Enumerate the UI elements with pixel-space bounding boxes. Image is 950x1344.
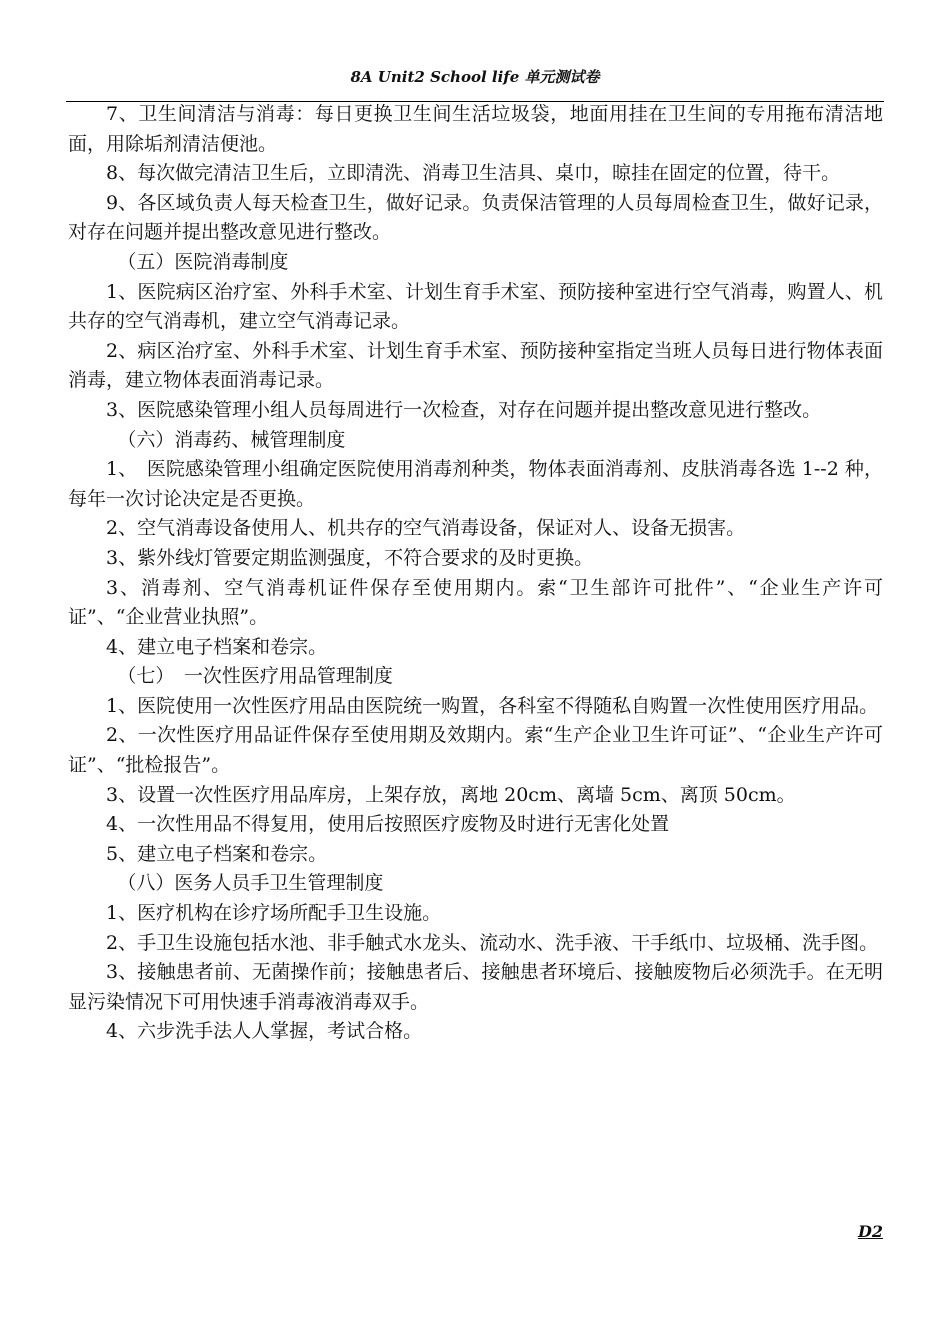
paragraph: 3、医院感染管理小组人员每周进行一次检查，对存在问题并提出整改意见进行整改。 [106,398,822,421]
paragraph: 8、每次做完清洁卫生后，立即清洗、消毒卫生洁具、桌巾，晾挂在固定的位置，待干。 [106,162,841,185]
document-body [68,100,883,1047]
section-heading: （五）医院消毒制度 [117,250,289,273]
paragraph: 1、医疗机构在诊疗场所配手卫生设施。 [106,902,442,925]
page-number: D2 [858,1222,884,1241]
section-heading: （六）消毒药、械管理制度 [117,428,346,451]
paragraph: 3、接触患者前、无菌操作前；接触患者后、接触患者环境后、接触废物后必须洗手。在无明显污染情况下可用快速手消毒液消毒双手。 [68,961,883,1013]
paragraph: 7、卫生间清洁与消毒：每日更换卫生间生活垃圾袋，地面用挂在卫生间的专用拖布清洁地面，用除垢剂清洁便池。 [68,103,883,155]
paragraph: 2、手卫生设施包括水池、非手触式水龙头、流动水、洗手液、干手纸巾、垃圾桶、洗手图。 [106,931,879,954]
paragraph: 4、建立电子档案和卷宗。 [106,635,328,658]
paragraph: 2、病区治疗室、外科手术室、计划生育手术室、预防接种室指定当班人员每日进行物体表面消毒，建立物体表面消毒记录。 [68,339,883,392]
paragraph: 4、六步洗手法人人掌握，考试合格。 [106,1020,423,1043]
paragraph: 3、设置一次性医疗用品库房，上架存放，离地 20cm、离墙 5cm、离顶 50cm。 [106,783,796,806]
section-heading: （七） 一次性医疗用品管理制度 [117,665,393,688]
page-header: 8A Unit2 School life 单元测试卷 [350,68,600,86]
paragraph: 2、一次性医疗用品证件保存至使用期及效期内。索“生产企业卫生许可证”、“企业生产许可证”、“批检报告”。 [68,724,883,777]
paragraph: 9、各区域负责人每天检查卫生，做好记录。负责保洁管理的人员每周检查卫生，做好记录，对存在问题并提出整改意见进行整改。 [68,191,883,244]
paragraph: 4、一次性用品不得复用，使用后按照医疗废物及时进行无害化处置 [106,813,670,836]
paragraph: 3、紫外线灯管要定期监测强度，不符合要求的及时更换。 [106,546,594,569]
paragraph: 1、医院病区治疗室、外科手术室、计划生育手术室、预防接种室进行空气消毒，购置人、机共存的空气消毒机，建立空气消毒记录。 [68,280,883,333]
section-heading: （八）医务人员手卫生管理制度 [117,872,384,895]
paragraph: 2、空气消毒设备使用人、机共存的空气消毒设备，保证对人、设备无损害。 [106,517,746,540]
paragraph: 1、 医院感染管理小组确定医院使用消毒剂种类，物体表面消毒剂、皮肤消毒各选 1--2 种，每年一次讨论决定是否更换。 [68,458,883,510]
paragraph: 1、医院使用一次性医疗用品由医院统一购置，各科室不得随私自购置一次性使用医疗用品。 [106,694,879,717]
paragraph: 5、建立电子档案和卷宗。 [106,842,328,865]
paragraph: 3、消毒剂、空气消毒机证件保存至使用期内。索“卫生部许可批件”、“企业生产许可证”、“企业营业执照”。 [68,576,883,629]
